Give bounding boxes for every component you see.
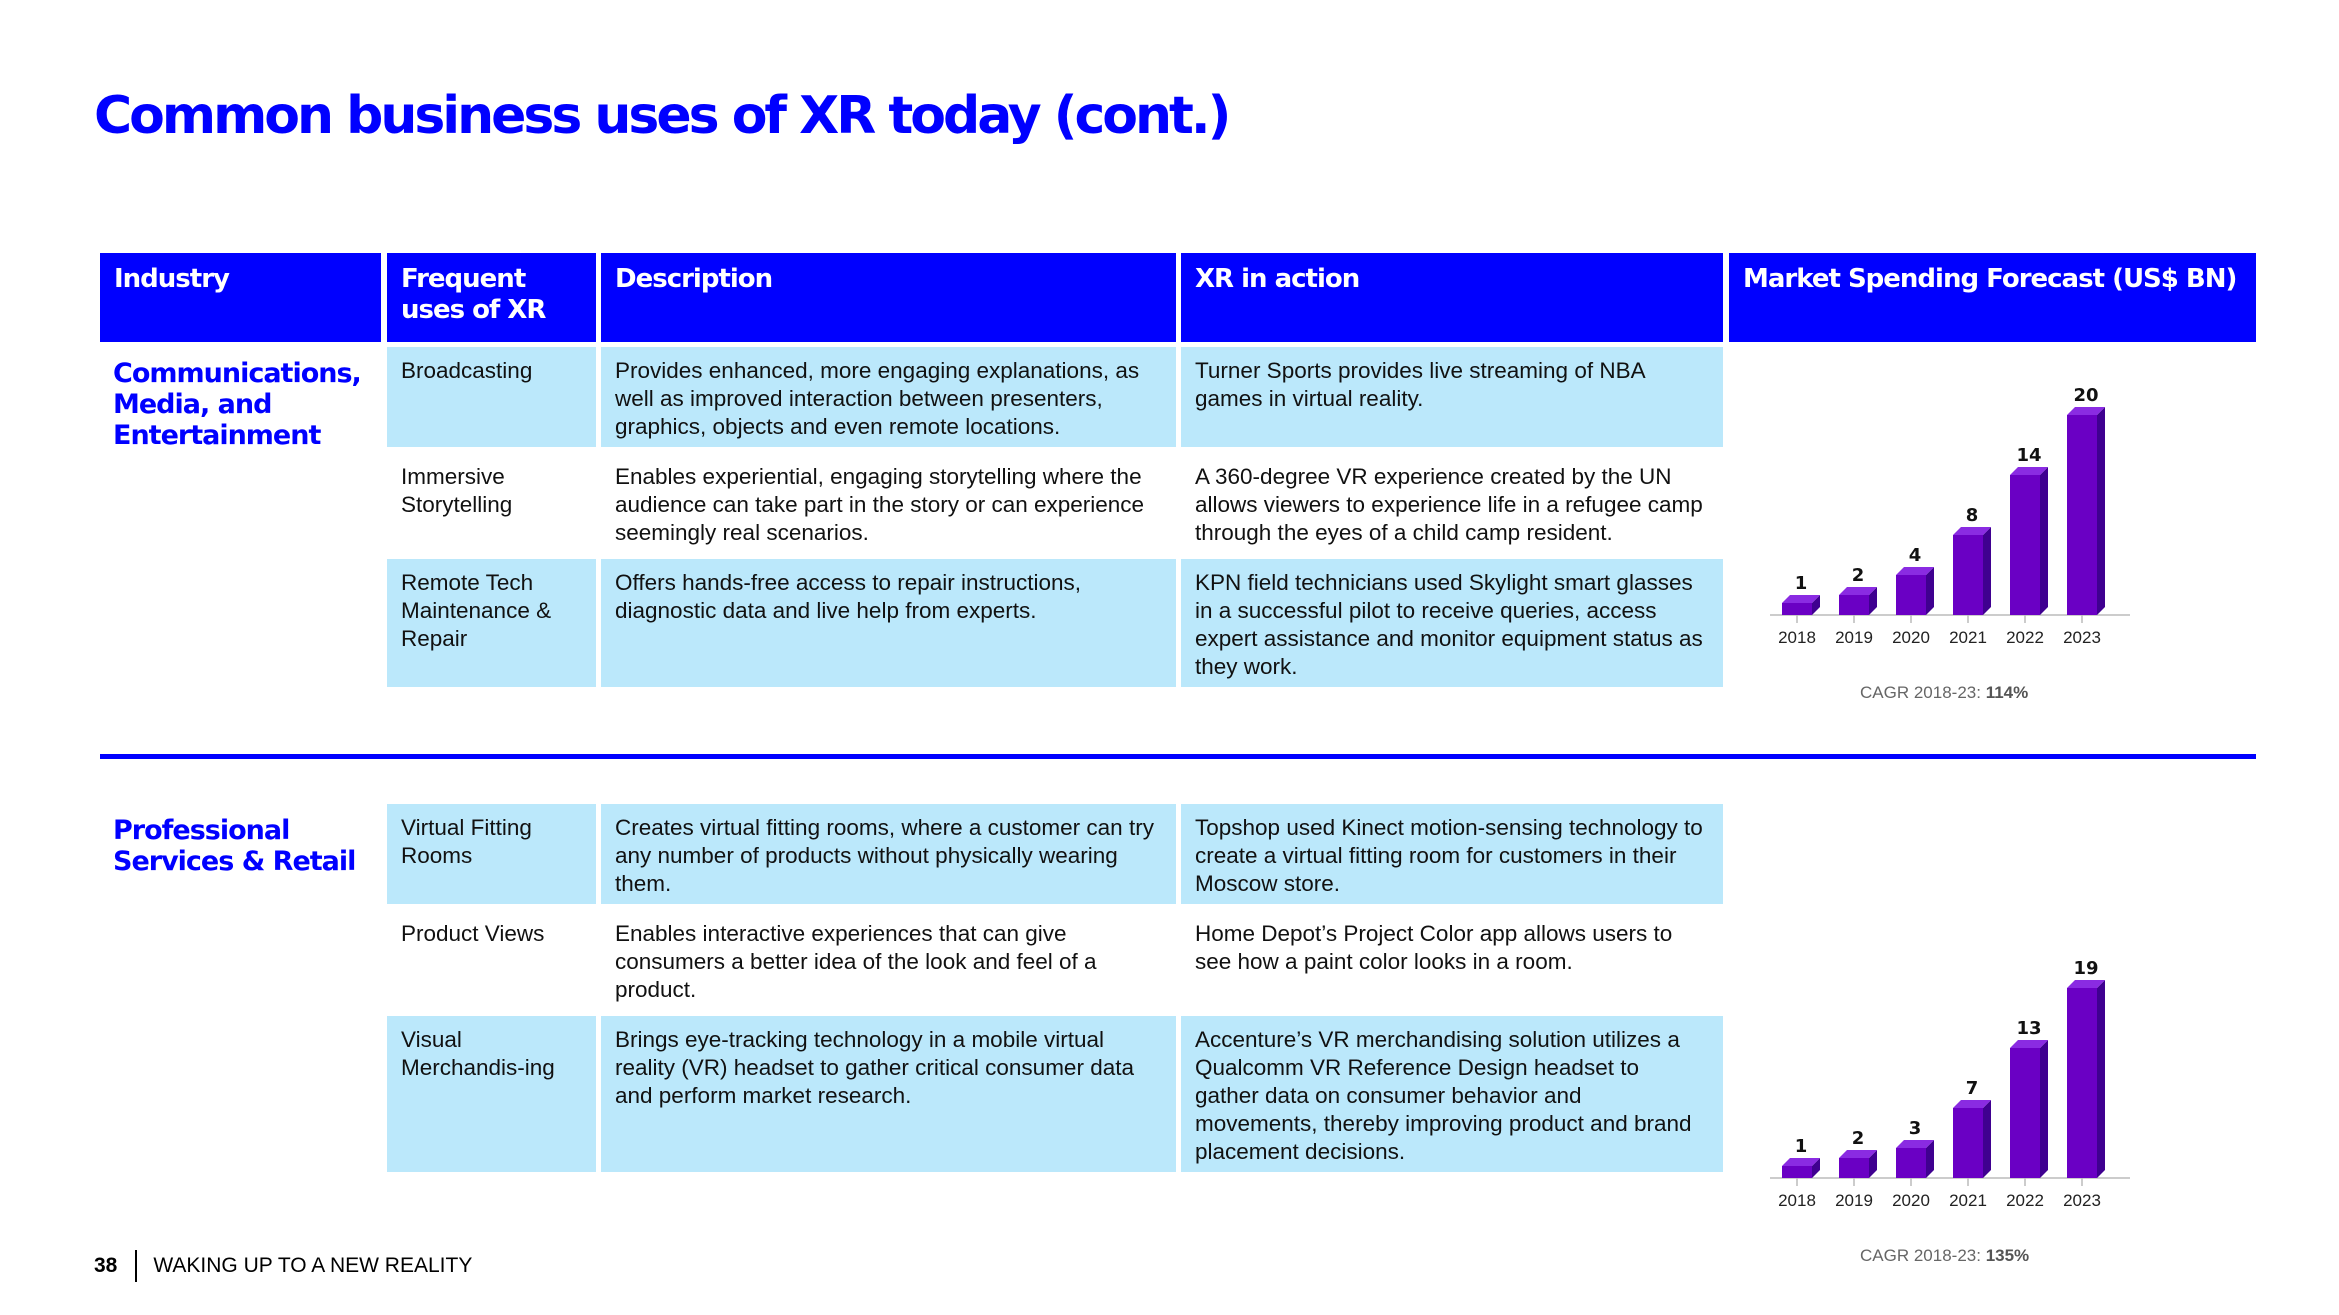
bar-2022 <box>2010 1048 2040 1178</box>
bar-2018 <box>1782 603 1812 615</box>
header-industry: Industry <box>100 253 381 342</box>
x-tick-label: 2023 <box>2063 1191 2101 1210</box>
x-tick-label: 2023 <box>2063 628 2101 647</box>
cagr-value: 135% <box>1985 1246 2030 1265</box>
x-tick-label: 2020 <box>1892 628 1930 647</box>
cagr-value: 114% <box>1985 683 2029 702</box>
bar-side <box>1983 527 1991 615</box>
example-cell: Home Depot’s Project Color app allows users to see how a paint color looks in a room. <box>1195 921 1673 974</box>
description-cell: Creates virtual fitting rooms, where a customer can try any number of products without physically wearing them. <box>601 804 1176 904</box>
footer-separator <box>135 1250 137 1282</box>
publication-title: WAKING UP TO A NEW REALITY <box>153 1254 473 1277</box>
cagr-note-1 <box>1860 683 2028 703</box>
example-cell: Turner Sports provides live streaming of NBA games in virtual reality. <box>1181 347 1723 447</box>
x-tick-label: 2019 <box>1835 628 1873 647</box>
use-cell: Immersive Storytelling <box>401 464 513 517</box>
bar-2020 <box>1896 575 1926 615</box>
x-tick-label: 2021 <box>1949 628 1987 647</box>
bar-2019 <box>1839 595 1869 615</box>
bar-2023 <box>2067 415 2097 615</box>
header-xr-in-action: XR in action <box>1181 253 1723 342</box>
bar-side <box>1926 567 1934 615</box>
example-cell: Accenture’s VR merchandising solution utilizes a Qualcomm VR Reference Design headset to gather data on consumer behavior and movements, thereby improving product and brand placement decisions. <box>1181 1016 1723 1172</box>
bar-2019 <box>1839 1158 1869 1178</box>
cagr-label: CAGR 2018-23: <box>1860 1246 1986 1265</box>
use-cell: Broadcasting <box>387 347 596 447</box>
section-divider <box>100 754 2256 759</box>
market-forecast-chart-2 <box>1760 948 2140 1218</box>
page-footer <box>94 1249 472 1283</box>
data-label: 14 <box>2016 445 2042 466</box>
bar-2020 <box>1896 1148 1926 1178</box>
description-cell: Enables interactive experiences that can give consumers a better idea of the look and feel of a product. <box>615 921 1097 1002</box>
bar-side <box>2097 407 2105 615</box>
bar-side <box>2040 1040 2048 1178</box>
use-cell: Remote Tech Maintenance & Repair <box>387 559 596 687</box>
data-label: 13 <box>2016 1018 2042 1039</box>
x-tick-label: 2021 <box>1949 1191 1987 1210</box>
industry-communications-media: Communications, Media, and Entertainment <box>113 358 361 451</box>
header-market-forecast: Market Spending Forecast (US$ BN) <box>1729 253 2256 342</box>
example-cell: KPN field technicians used Skylight smart glasses in a successful pilot to receive queries, access expert assistance and monitor equipment status as they work. <box>1181 559 1723 687</box>
bar-side <box>2040 467 2048 615</box>
bar-2022 <box>2010 475 2040 615</box>
bar-2018 <box>1782 1166 1812 1178</box>
data-label: 7 <box>1965 1078 1979 1099</box>
data-label: 4 <box>1908 545 1922 566</box>
header-description: Description <box>601 253 1176 342</box>
use-cell: Visual Merchandis-ing <box>387 1016 596 1172</box>
x-tick-label: 2020 <box>1892 1191 1930 1210</box>
market-forecast-chart-1 <box>1760 385 2140 655</box>
bar-2021 <box>1953 535 1983 615</box>
example-cell: Topshop used Kinect motion-sensing technology to create a virtual fitting room for customers in their Moscow store. <box>1181 804 1723 904</box>
data-label: 2 <box>1851 565 1865 586</box>
x-tick-label: 2022 <box>2006 628 2044 647</box>
bar-2023 <box>2067 988 2097 1178</box>
page-number: 38 <box>94 1254 118 1277</box>
data-label: 8 <box>1965 505 1979 526</box>
use-cell: Product Views <box>401 921 545 946</box>
x-tick-label: 2018 <box>1778 628 1816 647</box>
x-tick-label: 2022 <box>2006 1191 2044 1210</box>
cagr-note-2 <box>1860 1246 2029 1266</box>
bar-side <box>1983 1100 1991 1178</box>
data-label: 1 <box>1794 1136 1808 1157</box>
data-label: 19 <box>2073 958 2099 979</box>
data-label: 1 <box>1794 573 1808 594</box>
header-frequent-uses: Frequent uses of XR <box>387 253 596 342</box>
description-cell: Enables experiential, engaging storytelling where the audience can take part in the story or can experience seemingly real scenarios. <box>615 464 1145 545</box>
description-cell: Provides enhanced, more engaging explanations, as well as improved interaction between presenters, graphics, objects and even remote locations. <box>601 347 1176 447</box>
description-cell: Offers hands-free access to repair instructions, diagnostic data and live help from experts. <box>601 559 1176 687</box>
data-label: 20 <box>2073 385 2099 406</box>
example-cell: A 360-degree VR experience created by the UN allows viewers to experience life in a refugee camp through the eyes of a child camp resident. <box>1195 464 1703 545</box>
bar-side <box>2097 980 2105 1178</box>
page-title: Common business uses of XR today (cont.) <box>94 86 1229 146</box>
cagr-label: CAGR 2018-23: <box>1860 683 1986 702</box>
use-cell: Virtual Fitting Rooms <box>387 804 596 904</box>
data-label: 3 <box>1908 1118 1922 1139</box>
industry-professional-services-retail: Professional Services & Retail <box>113 815 356 877</box>
x-tick-label: 2019 <box>1835 1191 1873 1210</box>
x-tick-label: 2018 <box>1778 1191 1816 1210</box>
bar-2021 <box>1953 1108 1983 1178</box>
description-cell: Brings eye-tracking technology in a mobile virtual reality (VR) headset to gather critical consumer data and perform market research. <box>601 1016 1176 1172</box>
data-label: 2 <box>1851 1128 1865 1149</box>
